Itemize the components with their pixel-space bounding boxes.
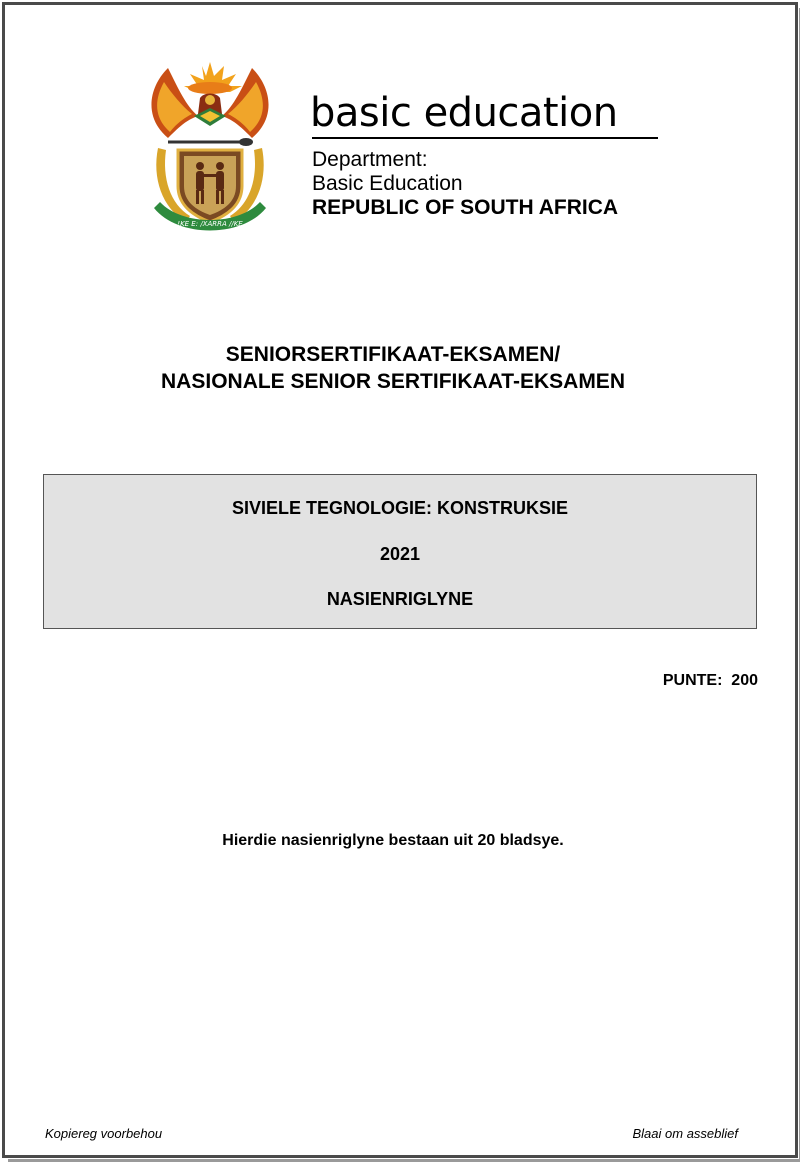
total-marks: PUNTE: 200 [662,672,758,689]
brand-title: basic education [310,90,618,136]
country-name: REPUBLIC OF SOUTH AFRICA [312,196,619,219]
subject-title: SIVIELE TEGNOLOGIE: KONSTRUKSIE [231,498,569,518]
coat-of-arms-logo [138,58,282,236]
motto-text: !KE E: /XARRA //KE [177,220,243,228]
page-count-note: Hierdie nasienriglyne bestaan uit 20 bladsye. [222,832,564,849]
brand-underline [312,137,658,139]
subject-box [43,474,757,629]
exam-year: 2021 [379,544,421,564]
turn-over-footer: Blaai om asseblief [632,1126,738,1141]
document-type: NASIENRIGLYNE [326,589,474,609]
copyright-footer: Kopiereg voorbehou [45,1126,163,1141]
exam-title-line-1: SENIORSERTIFIKAAT-EKSAMEN/ [225,343,561,366]
department-label: Department: [312,148,428,171]
department-name: Basic Education [312,172,463,195]
exam-title-line-2: NASIONALE SENIOR SERTIFIKAAT-EKSAMEN [161,370,625,393]
sun-icon [184,62,242,94]
